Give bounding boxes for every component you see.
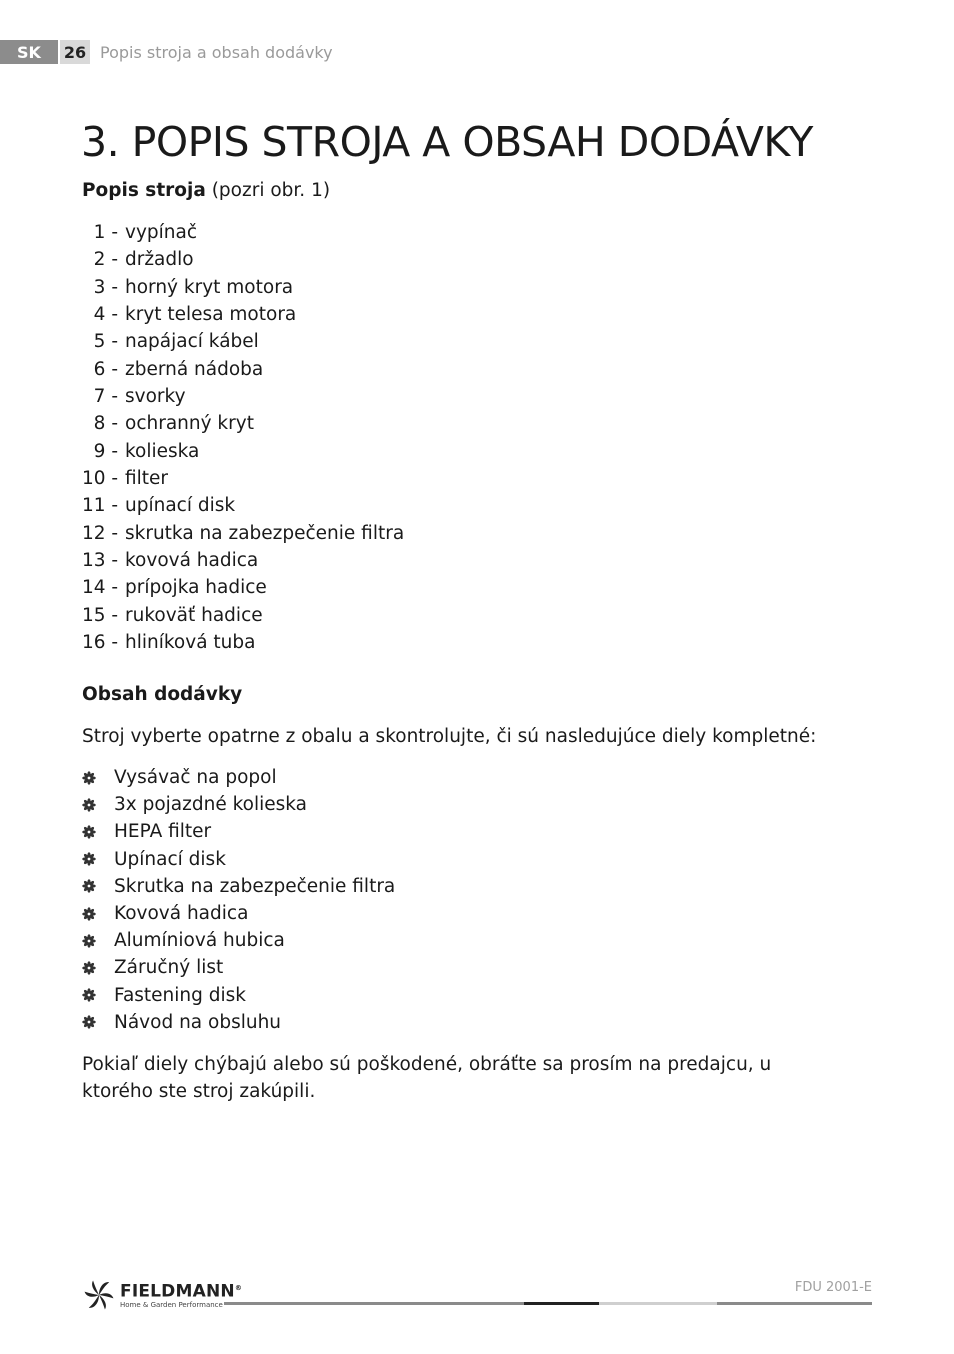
parts-list-item	[82, 574, 404, 601]
contents-item-label: Upínací disk	[114, 848, 226, 870]
part-name: prípojka hadice	[125, 577, 267, 599]
contents-list-item	[82, 982, 395, 1009]
missing-parts-note: Pokiaľ diely chýbajú alebo sú poškodené, obráťte sa prosím na predajcu, u ktorého ste stroj zakúpili.	[82, 1054, 772, 1102]
contents-item-label: Skrutka na zabezpečenie filtra	[114, 875, 396, 897]
fieldmann-swirl-icon	[82, 1278, 116, 1312]
contents-list-item	[82, 954, 395, 981]
brand-text	[120, 1280, 242, 1310]
page-header	[0, 40, 333, 64]
contents-item-label: Alumíniová hubica	[114, 930, 285, 952]
part-name: upínací disk	[125, 495, 236, 517]
parts-list-item	[82, 219, 404, 246]
flower-bullet-icon	[82, 907, 96, 921]
contents-item-label: Kovová hadica	[114, 902, 249, 924]
part-number: 3 -	[93, 276, 118, 298]
part-name: napájací kábel	[125, 331, 259, 353]
part-number: 8 -	[93, 413, 118, 435]
contents-list-item	[82, 873, 395, 900]
flower-bullet-icon	[82, 798, 96, 812]
footer-rule-end	[717, 1302, 872, 1305]
contents-list-item	[82, 846, 395, 873]
part-number: 6 -	[93, 358, 118, 380]
brand-name: FIELDMANN®	[120, 1281, 243, 1302]
contents-item-label: 3x pojazdné kolieska	[114, 794, 307, 816]
contents-item-label: HEPA filter	[114, 821, 212, 843]
parts-list-item	[82, 629, 404, 656]
part-number: 5 -	[93, 331, 118, 353]
part-name: ochranný kryt	[125, 413, 254, 435]
part-name: skrutka na zabezpečenie filtra	[125, 522, 405, 544]
part-name: držadlo	[125, 249, 194, 271]
parts-list-item	[82, 465, 404, 492]
part-name: hliníková tuba	[125, 632, 256, 654]
contents-item-label: Návod na obsluhu	[114, 1011, 282, 1033]
brand-tagline: Home & Garden Performance	[120, 1300, 223, 1309]
part-name: horný kryt motora	[125, 276, 294, 298]
flower-bullet-icon	[82, 852, 96, 866]
part-number: 15 -	[82, 604, 119, 626]
part-number: 2 -	[93, 249, 118, 271]
brand-logo	[82, 1278, 242, 1312]
flower-bullet-icon	[82, 1015, 96, 1029]
part-name: filter	[125, 468, 169, 490]
part-number: 9 -	[93, 440, 118, 462]
contents-list-item	[82, 927, 395, 954]
contents-intro: Stroj vyberte opatrne z obalu a skontrolujte, či sú nasledujúce diely kompletné:	[82, 726, 817, 747]
description-heading-label: Popis stroja	[82, 180, 206, 201]
parts-list-item	[82, 520, 404, 547]
part-name: rukoväť hadice	[125, 604, 263, 626]
flower-bullet-icon	[82, 961, 96, 975]
part-number: 7 -	[93, 386, 118, 408]
footer-rule-mid	[224, 1302, 524, 1305]
contents-list-item	[82, 791, 395, 818]
contents-item-label: Fastening disk	[114, 984, 247, 1006]
part-number: 10 -	[82, 468, 119, 490]
part-name: zberná nádoba	[125, 358, 264, 380]
part-name: vypínač	[125, 222, 198, 243]
contents-heading: Obsah dodávky	[82, 684, 243, 705]
part-number: 13 -	[82, 550, 119, 572]
parts-list-item	[82, 547, 404, 574]
part-number: 4 -	[93, 304, 118, 326]
parts-list-item	[82, 301, 404, 328]
part-number: 14 -	[82, 577, 119, 599]
flower-bullet-icon	[82, 771, 96, 785]
part-number: 12 -	[82, 522, 119, 544]
flower-bullet-icon	[82, 879, 96, 893]
page-number: 26	[60, 40, 90, 64]
model-number: FDU 2001-E	[794, 1280, 872, 1295]
part-number: 16 -	[82, 632, 119, 654]
parts-list-item	[82, 246, 404, 273]
flower-bullet-icon	[82, 988, 96, 1002]
part-name: kolieska	[125, 440, 200, 462]
figure-reference: (pozri obr. 1)	[211, 180, 331, 201]
part-name: kryt telesa motora	[125, 304, 297, 326]
contents-list-item	[82, 1009, 395, 1036]
running-header-title: Popis stroja a obsah dodávky	[100, 42, 333, 62]
parts-list-item	[82, 492, 404, 519]
contents-list-item	[82, 818, 395, 845]
parts-list-item	[82, 383, 404, 410]
contents-list-item	[82, 900, 395, 927]
contents-item-label: Záručný list	[114, 957, 224, 979]
flower-bullet-icon	[82, 934, 96, 948]
footer-rule-dark	[524, 1302, 599, 1305]
language-badge: SK	[0, 40, 58, 64]
parts-list-item	[82, 356, 404, 383]
parts-list-item	[82, 274, 404, 301]
contents-list	[82, 764, 395, 1036]
chapter-title: 3. POPIS STROJA A OBSAH DODÁVKY	[81, 118, 813, 166]
parts-list-item	[82, 328, 404, 355]
part-number: 1 -	[93, 222, 118, 243]
parts-list-item	[82, 410, 404, 437]
flower-bullet-icon	[82, 825, 96, 839]
part-number: 11 -	[82, 495, 119, 517]
contents-list-item	[82, 764, 395, 791]
parts-list-item	[82, 602, 404, 629]
contents-item-label: Vysávač na popol	[114, 767, 277, 788]
part-name: svorky	[125, 386, 186, 408]
part-name: kovová hadica	[125, 550, 259, 572]
footer-rule-light	[599, 1302, 717, 1305]
parts-list	[82, 219, 404, 657]
parts-list-item	[82, 438, 404, 465]
description-heading	[82, 180, 330, 201]
